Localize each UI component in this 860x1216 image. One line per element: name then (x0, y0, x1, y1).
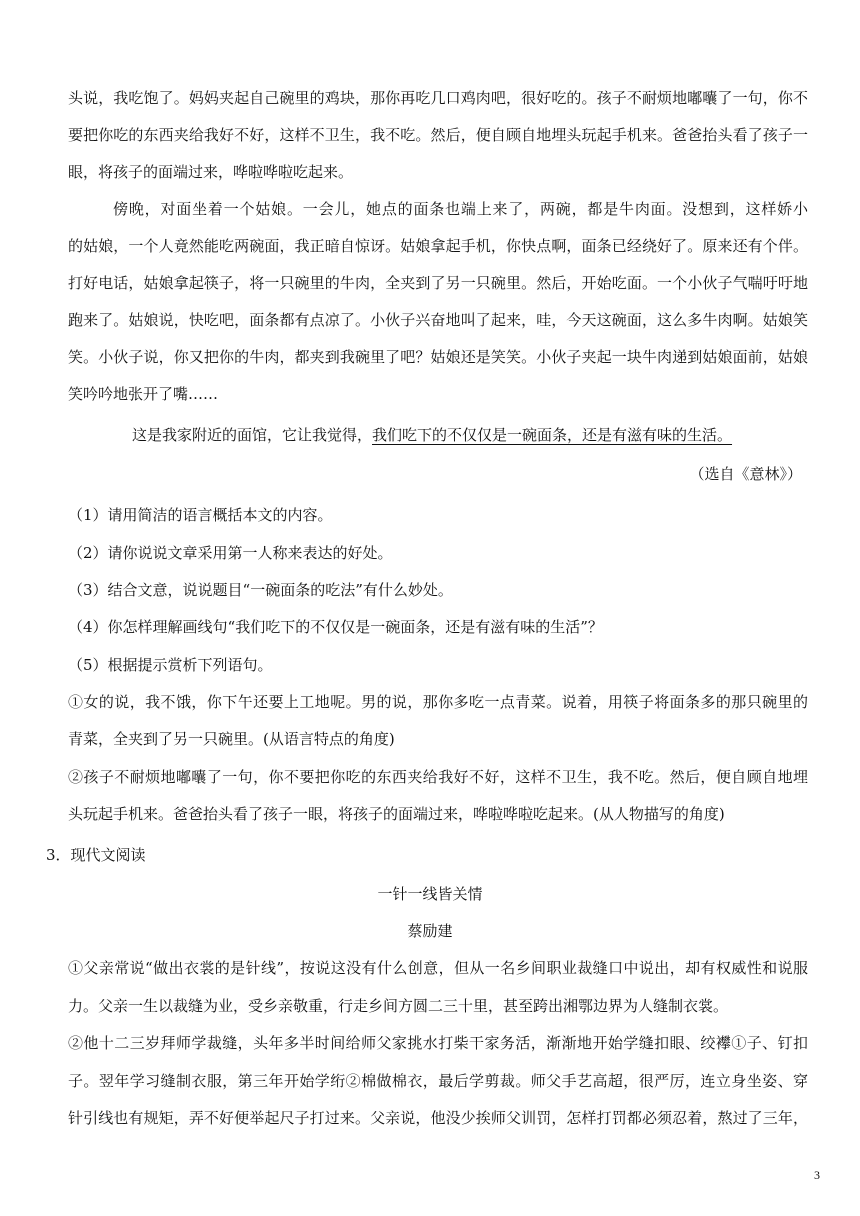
sentence-2-line: ②孩子不耐烦地嘟囔了一句，你不要把你吃的东西夹给我好不好，这样不卫生，我不吃。然后，便自顾自地埋 (68, 768, 808, 786)
article-title: 一针一线皆关情 (377, 885, 483, 903)
question-3: （3）结合文意，说说题目“一碗面条的吃法”有什么妙处。 (68, 581, 453, 599)
paragraph-1-line: 力。父亲一生以裁缝为业，受乡亲敬重，行走乡间方圆二三十里，甚至跨出湘鄂边界为人缝制衣裳。 (68, 997, 729, 1015)
text-line: 的姑娘，一个人竟然能吃两碗面，我正暗自惊讶。姑娘拿起手机，你快点啊，面条已经绕好了。原来还有个伴。 (68, 237, 808, 255)
article-author: 蔡励建 (407, 922, 453, 940)
sentence-2-line: 头玩起手机来。爸爸抬头看了孩子一眼，将孩子的面端过来，哗啦哗啦吃起来。(从人物描写的角度) (68, 805, 725, 823)
text-line: 要把你吃的东西夹给我好不好，这样不卫生，我不吃。然后，便自顾自地埋头玩起手机来。爸爸抬头看了孩子一 (68, 126, 808, 144)
text-line: 傍晚，对面坐着一个姑娘。一会儿，她点的面条也端上来了，两碗，都是牛肉面。没想到，这样娇小 (113, 200, 808, 218)
underlined-sentence: 我们吃下的不仅仅是一碗面条，还是有滋有味的生活。 (372, 426, 733, 444)
text-line: 眼，将孩子的面端过来，哗啦哗啦吃起来。 (68, 163, 354, 181)
page-number: 3 (814, 1168, 820, 1182)
text-line: 笑吟吟地张开了嘴…… (68, 385, 219, 403)
closing-sentence (132, 425, 732, 445)
paragraph-2-line: 子。翌年学习缝制衣服，第三年开始学绗②棉做棉衣，最后学剪裁。师父手艺高超，很严厉，连立身坐姿、穿 (68, 1072, 808, 1090)
question-1: （1）请用简洁的语言概括本文的内容。 (68, 506, 333, 524)
question-5: （5）根据提示赏析下列语句。 (68, 656, 273, 674)
sentence-1-line: 青菜，全夹到了另一只碗里。(从语言特点的角度) (68, 730, 395, 748)
closing-prefix: 这是我家附近的面馆，它让我觉得， (132, 426, 373, 444)
text-line: 笑。小伙子说，你又把你的牛肉，都夹到我碗里了吧？姑娘还是笑笑。小伙子夹起一块牛肉递到姑娘面前，姑娘 (68, 348, 808, 366)
paragraph-1-line: ①父亲常说“做出衣裳的是针线”，按说这没有什么创意，但从一名乡间职业裁缝口中说出，却有权威性和说服 (68, 959, 808, 977)
paragraph-2-line: 针引线也有规矩，弄不好便举起尺子打过来。父亲说，他没少挨师父训罚，怎样打罚都必须忍着，熬过了三年， (68, 1109, 808, 1127)
sentence-1-line: ①女的说，我不饿，你下午还要上工地呢。男的说，那你多吃一点青菜。说着，用筷子将面条多的那只碗里的 (68, 693, 808, 711)
question-4: （4）你怎样理解画线句“我们吃下的不仅仅是一碗面条，还是有滋有味的生活”？ (68, 618, 603, 636)
text-line: 跑来了。姑娘说，快吃吧，面条都有点凉了。小伙子兴奋地叫了起来，哇，今天这碗面，这么多牛肉啊。姑娘笑 (68, 311, 808, 329)
text-line: 头说，我吃饱了。妈妈夹起自己碗里的鸡块，那你再吃几口鸡肉吧，很好吃的。孩子不耐烦地嘟囔了一句，你不 (68, 89, 808, 107)
paragraph-2-line: ②他十二三岁拜师学裁缝，头年多半时间给师父家挑水打柴干家务活，渐渐地开始学缝扣眼、绞襻①子、钉扣 (68, 1034, 808, 1052)
text-line: 打好电话，姑娘拿起筷子，将一只碗里的牛肉，全夹到了另一只碗里。然后，开始吃面。一个小伙子气喘吁吁地 (68, 274, 808, 292)
section-heading: 3．现代文阅读 (46, 846, 146, 864)
question-2: （2）请你说说文章采用第一人称来表达的好处。 (68, 544, 393, 562)
source-citation: （选自《意林》） (689, 465, 802, 483)
